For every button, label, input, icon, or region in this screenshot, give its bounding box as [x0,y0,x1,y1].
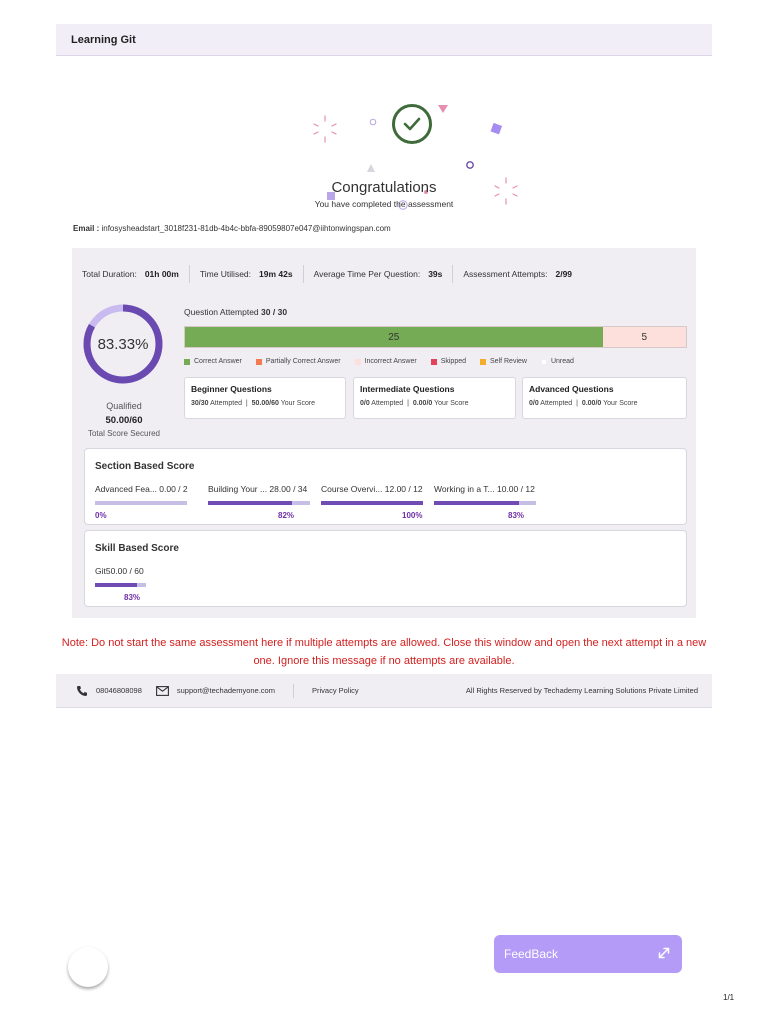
section-score-item [95,484,199,520]
legend-label: Skipped [440,358,466,365]
level-title: Beginner Questions [191,384,272,394]
confetti-ring-icon [369,118,377,126]
footer-bar [56,674,712,708]
section-percent: 100% [402,511,423,520]
legend-swatch [541,359,547,365]
section-progress-track [95,501,187,505]
correct-count: 25 [388,331,400,343]
avg-time-value: 39s [428,269,443,279]
legend-label: Incorrect Answer [364,358,417,365]
divider [293,684,294,698]
congratulations-title: Congratulations [331,179,437,196]
incorrect-answers-segment [603,327,687,347]
section-score-item [208,484,312,520]
legend-item [480,358,527,365]
email-value: infosysheadstart_3018f231-81db-4b4c-bbfa-89059807e047@iihtonwingspan.com [101,224,391,233]
section-score-item [434,484,538,520]
skill-name-score: Git50.00 / 60 [95,566,144,576]
questions-attempted [184,307,287,317]
congratulations-subtitle: You have completed the assessment [314,199,454,209]
questions-attempted-value: 30 / 30 [261,307,288,317]
section-progress-fill [321,501,423,505]
divider [189,265,190,283]
skill-score-title: Skill Based Score [95,543,179,554]
confetti-ring-icon [465,160,475,170]
legend-label: Unread [550,358,574,365]
level-score: 0.00/0 [412,400,433,407]
confetti-square-icon [489,121,503,135]
time-utilised-label: Time Utilised: [199,269,252,279]
section-name-score: Course Overvi... 12.00 / 12 [321,484,423,494]
total-duration-label: Total Duration: [82,269,137,279]
incorrect-count: 5 [641,331,648,343]
legend-swatch [184,359,190,365]
email-line [73,224,391,233]
level-attempted-suffix: Attempted [210,400,243,407]
section-score-item [321,484,425,520]
legend-label: Partially Correct Answer [265,358,341,365]
level-score-suffix: Your Score [434,400,469,407]
advanced-questions-card [522,377,687,419]
legend-swatch [355,359,361,365]
stats-row [82,265,572,283]
section-progress-track [208,501,310,505]
level-details: 0/0 Attempted | 0.00/0 Your Score [529,400,638,407]
time-utilised-value: 19m 42s [259,269,293,279]
success-check-icon [392,104,432,144]
footer-phone[interactable] [76,685,142,697]
level-details: 30/30 Attempted | 50.00/60 Your Score [191,400,316,407]
skill-progress-track [95,583,146,587]
floating-action-button[interactable] [68,947,108,987]
footer-email-address: support@techademyone.com [176,686,275,695]
confetti-triangle-icon [437,104,449,114]
level-attempted-suffix: Attempted [371,400,404,407]
email-label: Email : [73,224,100,233]
questions-attempted-label: Question Attempted [184,307,259,317]
footer-email[interactable] [156,686,275,696]
section-score-card [84,448,687,525]
level-score: 0.00/0 [581,400,602,407]
section-name-score: Working in a T... 10.00 / 12 [434,484,535,494]
page-title: Learning Git [71,33,136,46]
level-attempted-suffix: Attempted [540,400,573,407]
skill-score-item [95,566,175,602]
correct-answers-segment [185,327,603,347]
legend-item [256,358,341,365]
skill-score-card [84,530,687,607]
section-score-title: Section Based Score [95,461,195,472]
beginner-questions-card [184,377,346,419]
level-score-suffix: Your Score [603,400,638,407]
attempts-label: Assessment Attempts: [463,269,548,279]
level-score-suffix: Your Score [280,400,316,407]
multiple-attempts-note: Note: Do not start the same assessment here if multiple attempts are allowed. Close this window and open the next attempt in a new one. Ignore this message if no attempts are available. [61,637,707,667]
total-score: 50.00/60 [105,415,143,426]
section-percent: 0% [95,511,107,520]
intermediate-questions-card [353,377,516,419]
header-bar [56,24,712,56]
legend-swatch [431,359,437,365]
skill-progress-fill [95,583,137,587]
level-attempted: 0/0 [529,400,539,407]
answer-distribution-bar [184,326,687,348]
level-attempted: 0/0 [360,400,370,407]
total-duration-value: 01h 00m [144,269,179,279]
section-progress-track [434,501,536,505]
attempts-value: 2/99 [555,269,573,279]
assessment-result-page [56,24,712,999]
section-progress-fill [434,501,519,505]
privacy-policy-link[interactable]: Privacy Policy [311,686,359,695]
level-attempted: 30/30 [191,400,209,407]
copyright-text: All Rights Reserved by Techademy Learning Solutions Private Limited [465,686,698,695]
legend-item [184,358,242,365]
legend-item [431,358,466,365]
level-details: 0/0 Attempted | 0.00/0 Your Score [360,400,469,407]
congratulations-hero [56,56,712,209]
page-number: 1/1 [723,993,735,1002]
level-score: 50.00/60 [251,400,279,407]
legend-swatch [256,359,262,365]
legend-label: Self Review [490,358,527,365]
skill-percent: 83% [124,593,141,602]
section-percent: 82% [278,511,295,520]
footer-phone-number: 08046808098 [96,686,142,695]
section-percent: 83% [508,511,525,520]
level-title: Intermediate Questions [360,384,455,394]
section-name-score: Building Your ... 28.00 / 34 [208,484,308,494]
section-progress-fill [208,501,292,505]
confetti-triangle-icon [366,163,376,173]
feedback-label: FeedBack [504,947,559,961]
level-title: Advanced Questions [529,384,614,394]
answer-legend [184,358,588,365]
total-score-caption: Total Score Secured [87,429,161,438]
result-summary-panel [72,248,696,618]
divider [452,265,453,283]
section-name-score: Advanced Fea... 0.00 / 2 [95,484,188,494]
expand-icon [656,945,672,961]
qualification-status: Qualified [106,401,142,411]
legend-swatch [480,359,486,365]
avg-time-label: Average Time Per Question: [313,269,421,279]
phone-icon [76,685,88,697]
divider [303,265,304,283]
confetti-sparkle-icon [312,114,338,144]
mail-icon [156,686,169,696]
section-progress-track [321,501,423,505]
score-percent: 83.33% [97,335,149,353]
legend-label: Correct Answer [194,358,242,365]
legend-item [541,358,574,365]
legend-item [355,358,417,365]
feedback-button[interactable] [494,935,682,973]
